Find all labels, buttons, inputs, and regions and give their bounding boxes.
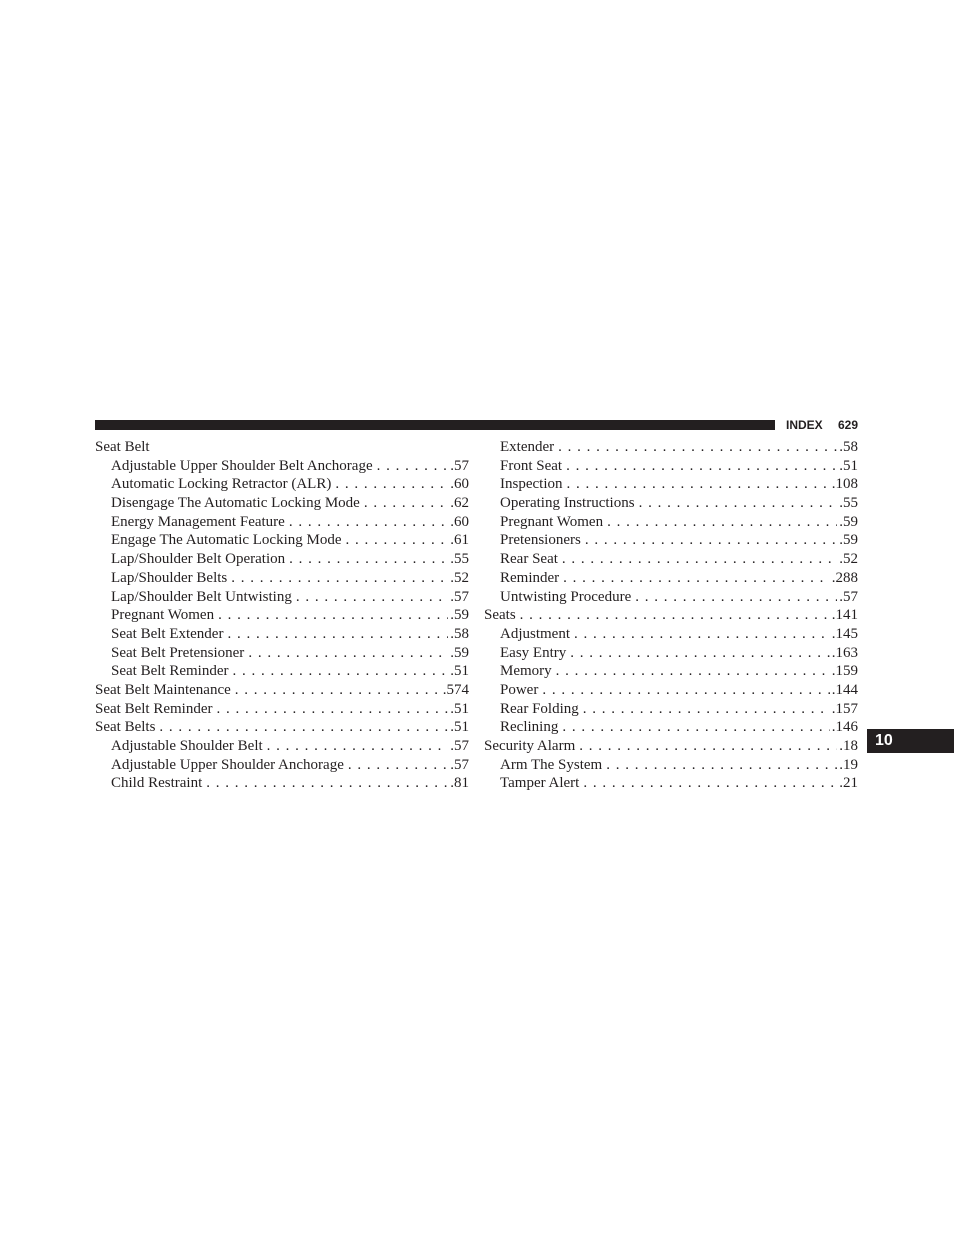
index-term: Automatic Locking Retractor (ALR) <box>111 476 332 493</box>
index-page-ref: .59 <box>839 532 858 549</box>
index-term: Untwisting Procedure <box>500 588 632 605</box>
dot-leader <box>542 681 829 700</box>
dot-leader <box>562 718 829 737</box>
dot-leader <box>232 662 448 681</box>
index-page-ref: .59 <box>450 607 469 624</box>
dot-leader <box>606 756 837 775</box>
index-entry <box>95 625 469 644</box>
index-term: Rear Seat <box>500 551 558 568</box>
dot-leader <box>566 475 829 494</box>
index-entry <box>484 588 858 607</box>
index-entry <box>95 644 469 663</box>
index-term: Seat Belt Extender <box>111 625 224 642</box>
index-page-ref: .145 <box>831 625 858 642</box>
index-entry <box>95 475 469 494</box>
dot-leader <box>639 494 838 513</box>
dot-leader <box>335 475 448 494</box>
index-term: Seats <box>484 607 516 624</box>
index-page-ref: .59 <box>839 513 858 530</box>
index-entry <box>484 625 858 644</box>
dot-leader <box>218 606 448 625</box>
index-column-right <box>484 438 858 793</box>
index-entry <box>484 737 858 756</box>
index-entry <box>484 550 858 569</box>
index-term: Seat Belt <box>95 439 150 455</box>
index-term: Lap/Shoulder Belts <box>111 569 228 586</box>
dot-leader <box>558 438 837 457</box>
index-entry <box>95 457 469 476</box>
dot-leader <box>267 737 449 756</box>
index-entry <box>484 494 858 513</box>
index-page-ref: .51 <box>450 700 469 717</box>
dot-leader <box>235 681 441 700</box>
index-entry <box>484 662 858 681</box>
index-term: Adjustable Upper Shoulder Belt Anchorage <box>111 457 373 474</box>
index-term: Pretensioners <box>500 532 581 549</box>
index-term: Seat Belt Reminder <box>95 700 213 717</box>
index-term: Reclining <box>500 719 559 736</box>
dot-leader <box>585 531 837 550</box>
dot-leader <box>289 550 448 569</box>
running-header <box>786 418 858 432</box>
index-page-ref: .157 <box>831 700 858 717</box>
index-term: Adjustable Shoulder Belt <box>111 738 263 754</box>
index-entry <box>95 606 469 625</box>
index-page-ref: .57 <box>839 588 858 605</box>
index-entry <box>95 662 469 681</box>
index-term: Arm The System <box>500 756 603 773</box>
index-term: Seat Belts <box>95 719 156 736</box>
dot-leader <box>364 494 448 513</box>
index-page-ref: .19 <box>839 756 858 773</box>
dot-leader <box>579 737 837 756</box>
dot-leader <box>562 550 837 569</box>
dot-leader <box>563 569 830 588</box>
index-entry <box>484 700 858 719</box>
index-page-ref: .60 <box>450 476 469 493</box>
index-entry <box>484 681 858 700</box>
index-term: Seat Belt Reminder <box>111 663 229 680</box>
index-entry <box>95 438 469 457</box>
index-term: Rear Folding <box>500 700 579 717</box>
index-entry <box>484 531 858 550</box>
section-label: INDEX <box>786 418 823 432</box>
index-page-ref: .21 <box>839 775 858 792</box>
index-term: Lap/Shoulder Belt Untwisting <box>111 588 292 605</box>
index-entry <box>95 700 469 719</box>
index-page-ref: .51 <box>450 663 469 680</box>
index-entry <box>484 457 858 476</box>
index-entry <box>95 774 469 793</box>
index-page-ref: .146 <box>831 719 858 736</box>
index-page-ref: .62 <box>450 495 469 512</box>
index-term: Seat Belt Pretensioner <box>111 644 245 661</box>
index-page-ref: .18 <box>839 738 858 754</box>
index-entry <box>95 737 469 756</box>
index-term: Tamper Alert <box>500 775 580 792</box>
index-entry <box>484 606 858 625</box>
index-term: Engage The Automatic Locking Mode <box>111 532 342 549</box>
header-rule <box>95 420 775 430</box>
index-page-ref: .57 <box>450 588 469 605</box>
index-page-ref: .51 <box>839 457 858 474</box>
dot-leader <box>570 644 830 663</box>
dot-leader <box>607 513 837 532</box>
index-term: Power <box>500 681 539 698</box>
index-page-ref: .55 <box>839 495 858 512</box>
index-term: Pregnant Women <box>111 607 215 624</box>
index-page-ref: .81 <box>450 775 469 792</box>
index-entry <box>95 494 469 513</box>
index-page-ref: .61 <box>450 532 469 549</box>
index-entry <box>484 774 858 793</box>
dot-leader <box>231 569 448 588</box>
index-term: Energy Management Feature <box>111 513 285 530</box>
dot-leader <box>289 513 448 532</box>
index-term: Pregnant Women <box>500 513 604 530</box>
index-entry <box>95 588 469 607</box>
index-entry <box>484 756 858 775</box>
dot-leader <box>346 531 449 550</box>
index-page-ref: .144 <box>831 681 858 698</box>
index-entry <box>95 531 469 550</box>
index-entry <box>484 569 858 588</box>
index-entry <box>484 718 858 737</box>
index-column-left <box>95 438 469 793</box>
index-term: Child Restraint <box>111 775 203 792</box>
index-page-ref: .52 <box>839 551 858 568</box>
dot-leader <box>348 756 448 775</box>
index-page-ref: .58 <box>450 625 469 642</box>
dot-leader <box>296 588 448 607</box>
index-term: Extender <box>500 439 555 455</box>
index-page-ref: .55 <box>450 551 469 568</box>
dot-leader <box>566 457 837 476</box>
index-term: Reminder <box>500 569 560 586</box>
dot-leader <box>556 662 830 681</box>
index-term: Disengage The Automatic Locking Mode <box>111 495 360 512</box>
index-page-ref: .57 <box>450 738 469 754</box>
index-term: Security Alarm <box>484 738 576 754</box>
index-page-ref: .163 <box>831 644 858 661</box>
dot-leader <box>377 457 449 476</box>
index-entry <box>95 681 469 700</box>
dot-leader <box>206 774 448 793</box>
index-page-ref: .159 <box>831 663 858 680</box>
dot-leader <box>216 700 448 719</box>
index-page-ref: .57 <box>450 457 469 474</box>
index-page-ref: .288 <box>831 569 858 586</box>
index-page-ref: .108 <box>831 476 858 493</box>
index-term: Easy Entry <box>500 644 567 661</box>
dot-leader <box>520 606 830 625</box>
page-number: 629 <box>837 418 858 432</box>
index-page-ref: .51 <box>450 719 469 736</box>
index-term: Seat Belt Maintenance <box>95 681 231 698</box>
dot-leader <box>583 700 830 719</box>
dot-leader <box>574 625 830 644</box>
index-term: Front Seat <box>500 457 563 474</box>
dot-leader <box>583 774 837 793</box>
index-term: Adjustment <box>500 625 570 642</box>
index-entry <box>484 513 858 532</box>
chapter-tab: 10 <box>867 729 954 753</box>
dot-leader <box>248 644 448 663</box>
index-term: Inspection <box>500 476 563 493</box>
index-page-ref: .60 <box>450 513 469 530</box>
index-page-ref: .59 <box>450 644 469 661</box>
index-entry <box>95 550 469 569</box>
index-entry <box>95 513 469 532</box>
index-page-ref: .52 <box>450 569 469 586</box>
dot-leader <box>159 718 448 737</box>
index-term: Operating Instructions <box>500 495 635 512</box>
index-page-ref: .57 <box>450 756 469 773</box>
dot-leader <box>635 588 837 607</box>
index-term: Lap/Shoulder Belt Operation <box>111 551 286 568</box>
index-page-ref: .574 <box>442 681 469 698</box>
index-entry <box>95 756 469 775</box>
index-entry <box>484 644 858 663</box>
index-page-ref: .58 <box>839 439 858 455</box>
index-page-ref: .141 <box>831 607 858 624</box>
index-entry <box>95 569 469 588</box>
index-entry <box>484 475 858 494</box>
index-entry <box>484 438 858 457</box>
index-entry <box>95 718 469 737</box>
index-term: Memory <box>500 663 552 680</box>
index-term: Adjustable Upper Shoulder Anchorage <box>111 756 344 773</box>
dot-leader <box>227 625 448 644</box>
